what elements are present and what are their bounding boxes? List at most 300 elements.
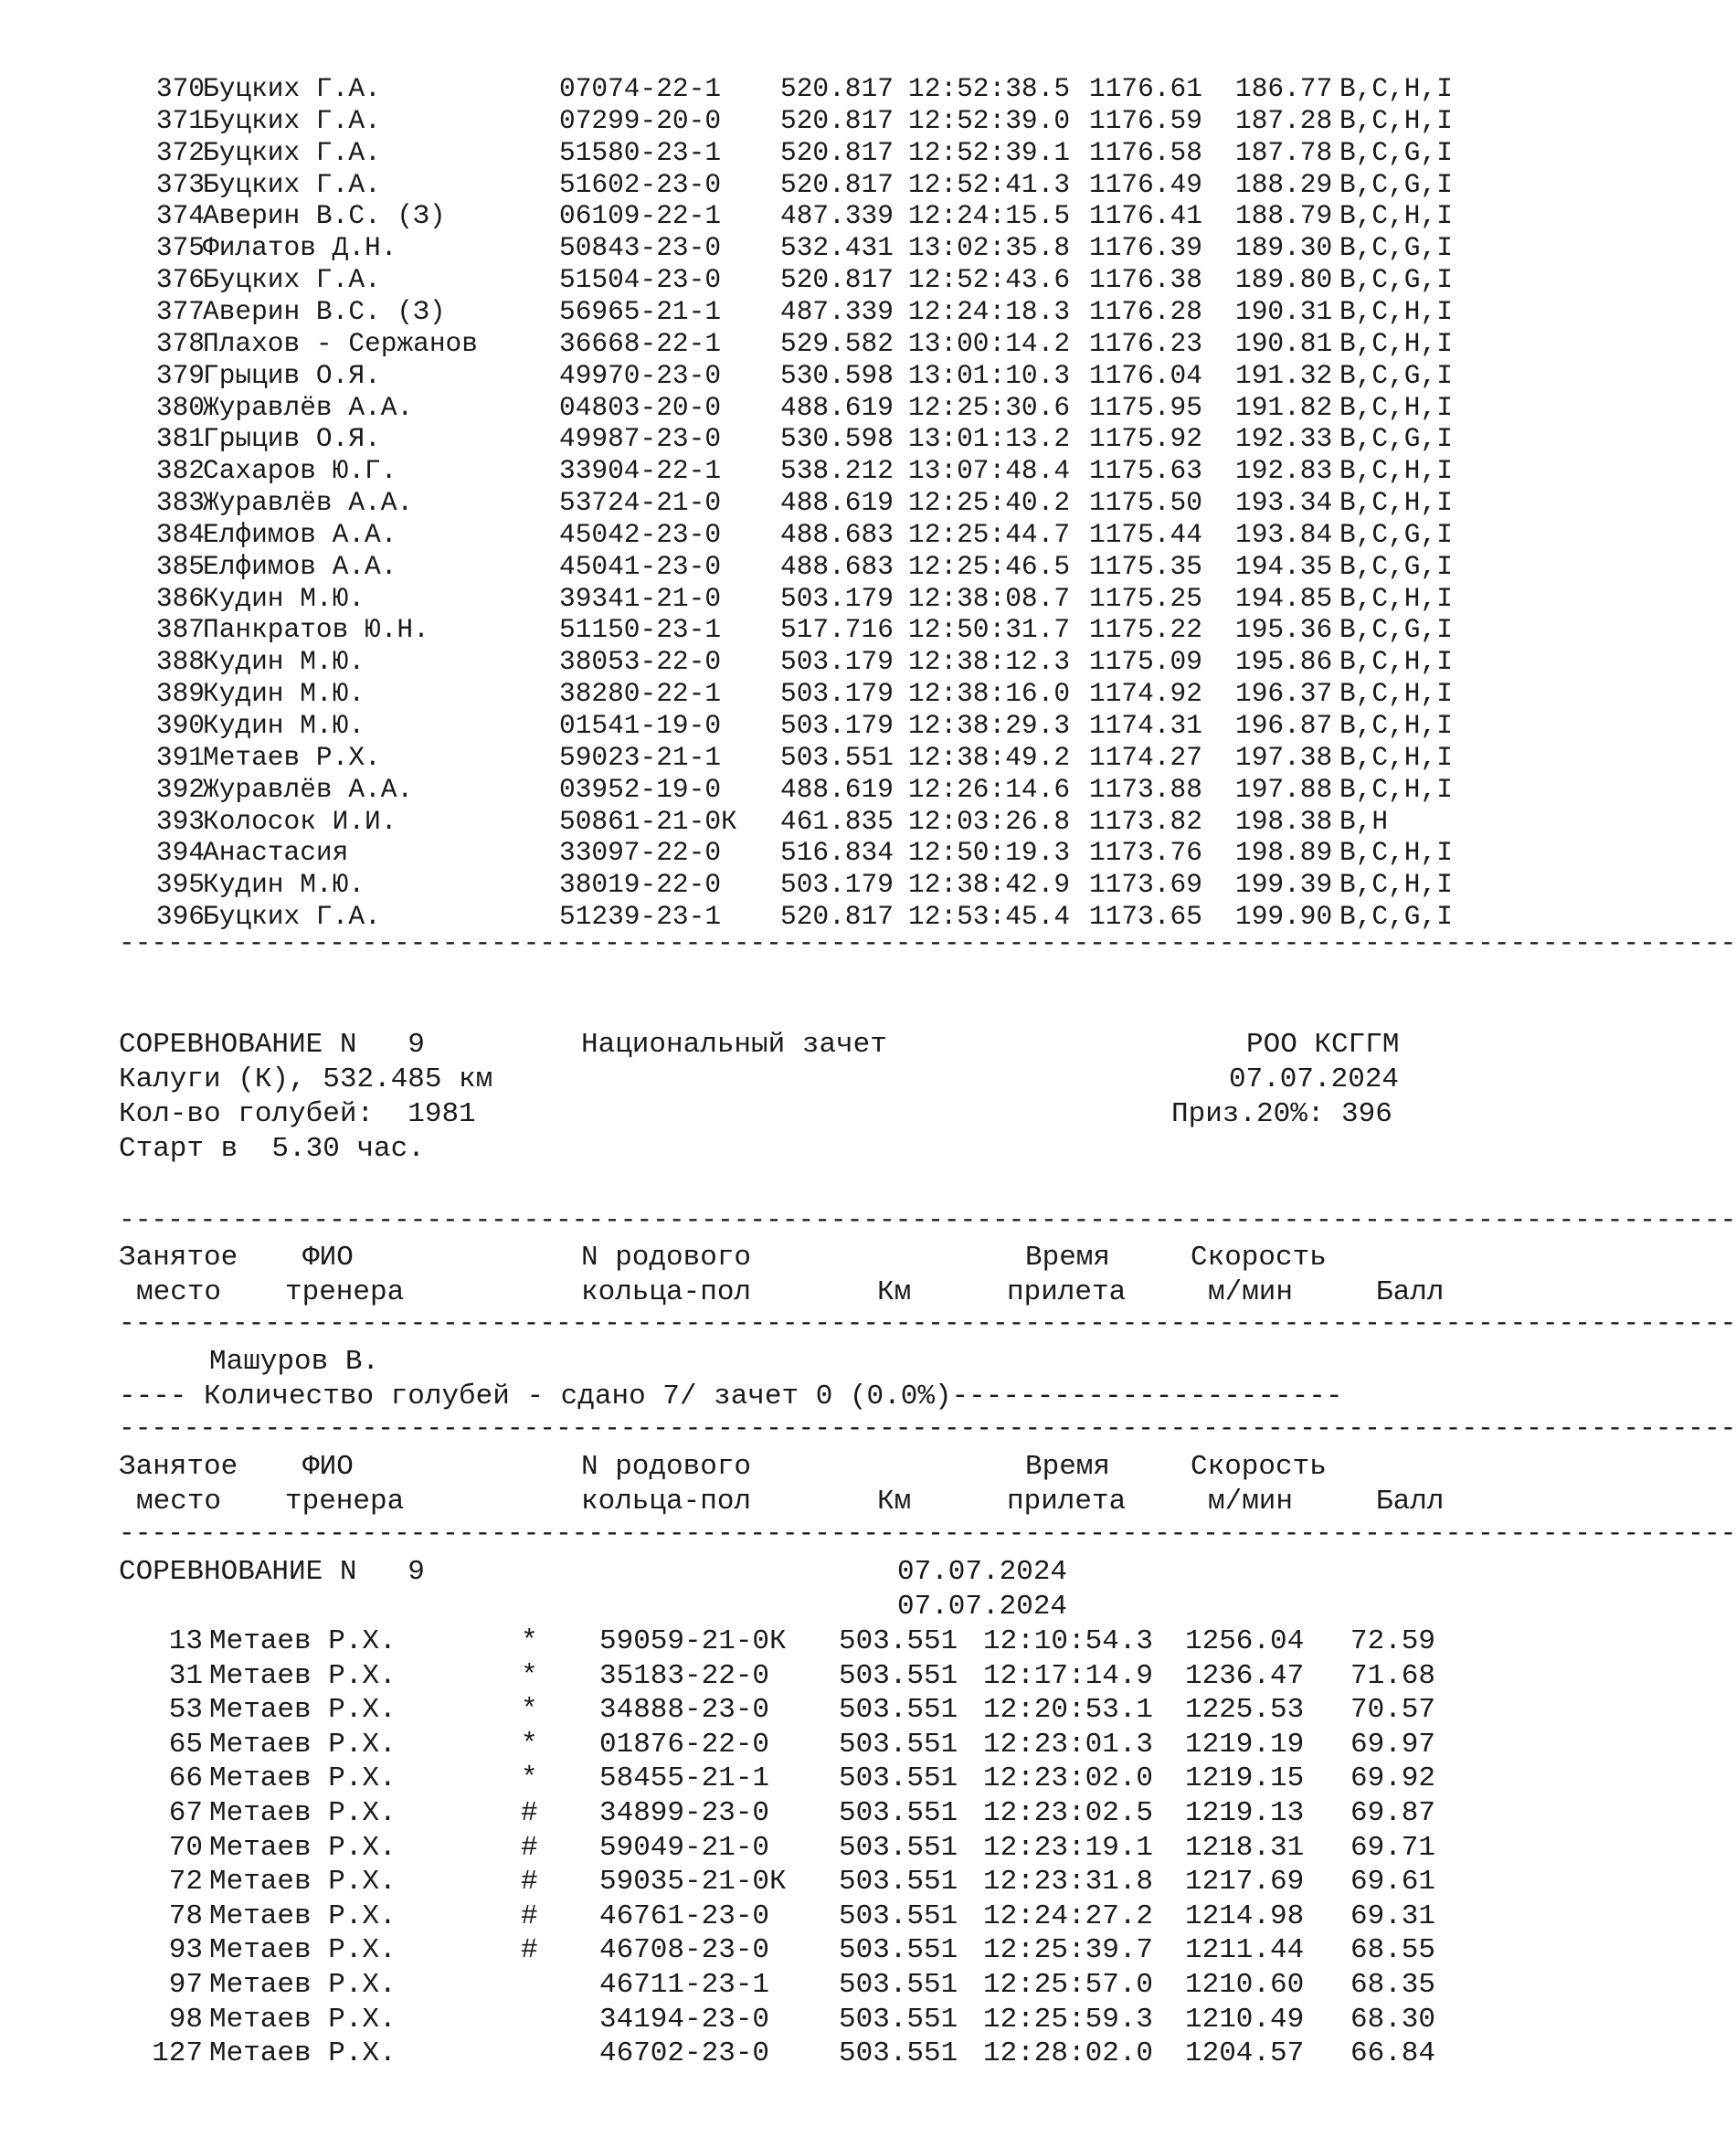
cell-name: Грыцив О.Я. xyxy=(203,359,381,391)
cell-name: Метаев Р.Х. xyxy=(209,2037,397,2070)
cell-name: Журавлёв А.А. xyxy=(203,487,414,519)
table-row xyxy=(0,2003,1511,2035)
cell-km: 503.551 xyxy=(839,1728,958,1761)
cell-ring: 34194-23-0 xyxy=(599,2003,770,2036)
cell-speed: 1175.25 xyxy=(1089,582,1202,614)
cell-ring: 35183-22-0 xyxy=(599,1659,770,1692)
cell-name: Плахов - Сержанов xyxy=(203,327,478,359)
cell-place: 389 xyxy=(155,678,205,710)
cell-place: 371 xyxy=(155,104,205,136)
table-row xyxy=(0,583,1511,615)
cell-place: 127 xyxy=(152,2037,203,2070)
cell-time: 12:24:15.5 xyxy=(908,200,1071,232)
cell-name: Сахаров Ю.Г. xyxy=(203,455,397,487)
col-ring: N родового xyxy=(581,1242,752,1274)
cell-speed: 1175.35 xyxy=(1089,550,1202,582)
table-row xyxy=(0,837,1511,869)
table-row xyxy=(0,137,1511,169)
cell-ring: 56965-21-1 xyxy=(559,295,722,327)
cell-name: Буцких Г.А. xyxy=(203,136,381,168)
cell-speed: 1219.13 xyxy=(1185,1797,1305,1829)
cell-name: Панкратов Ю.Н. xyxy=(203,614,429,646)
table-row xyxy=(0,1831,1511,1863)
cell-score: 68.55 xyxy=(1350,1934,1436,1967)
table-row xyxy=(0,1693,1511,1725)
cell-km: 529.582 xyxy=(780,327,894,359)
cell-km: 503.551 xyxy=(839,1866,958,1899)
cell-name: Метаев Р.Х. xyxy=(209,1728,397,1761)
cell-time: 12:23:02.5 xyxy=(983,1797,1154,1829)
cell-time: 12:26:14.6 xyxy=(908,773,1071,805)
table-row xyxy=(0,328,1511,360)
cell-mark: # xyxy=(521,1866,538,1899)
table-row xyxy=(0,105,1511,137)
cell-time: 13:07:48.4 xyxy=(908,455,1071,487)
table-row xyxy=(0,169,1511,201)
col-time: прилета xyxy=(1007,1486,1127,1518)
table-row xyxy=(0,487,1511,519)
cell-name: Кудин М.Ю. xyxy=(203,646,365,678)
cell-score: 70.57 xyxy=(1350,1694,1436,1727)
cell-name: Аверин В.С. (З) xyxy=(203,200,446,232)
cell-speed: 1176.39 xyxy=(1089,232,1202,264)
cell-km: 503.551 xyxy=(839,1762,958,1795)
cell-name: Метаев Р.Х. xyxy=(209,1659,397,1692)
table-row xyxy=(0,423,1511,455)
cell-time: 12:23:19.1 xyxy=(983,1831,1154,1864)
table-row xyxy=(0,1968,1511,2000)
table-row xyxy=(0,1933,1511,1965)
cell-score: 69.87 xyxy=(1350,1797,1436,1829)
table-row xyxy=(0,232,1511,264)
cell-score: 195.36 xyxy=(1235,614,1333,646)
cell-time: 12:25:59.3 xyxy=(983,2003,1154,2036)
cell-speed: 1173.82 xyxy=(1089,805,1202,837)
cell-place: 388 xyxy=(155,646,205,678)
cell-name: Метаев Р.Х. xyxy=(209,1969,397,2001)
cell-time: 12:20:53.1 xyxy=(983,1694,1154,1727)
cell-ring: 34899-23-0 xyxy=(599,1797,770,1829)
cell-ring: 03952-19-0 xyxy=(559,773,722,805)
cell-place: 379 xyxy=(155,359,205,391)
cell-place: 380 xyxy=(155,391,205,423)
cell-speed: 1175.95 xyxy=(1089,391,1202,423)
cell-time: 13:00:14.2 xyxy=(908,327,1071,359)
cell-speed: 1211.44 xyxy=(1185,1934,1305,1967)
cell-mark: * xyxy=(521,1762,538,1795)
cell-speed: 1217.69 xyxy=(1185,1866,1305,1899)
cell-score: 193.84 xyxy=(1235,518,1333,550)
cell-time: 13:02:35.8 xyxy=(908,232,1071,264)
section-competition: СОРЕВНОВАНИЕ N 9 xyxy=(119,1556,425,1588)
cell-speed: 1175.50 xyxy=(1089,487,1202,519)
cell-flags: B,C,G,I xyxy=(1339,264,1453,296)
col-score: Балл xyxy=(1376,1486,1445,1518)
cell-name: Буцких Г.А. xyxy=(203,264,381,296)
col-time: прилета xyxy=(1007,1276,1127,1308)
cell-name: Аверин В.С. (З) xyxy=(203,295,446,327)
cell-place: 374 xyxy=(155,200,205,232)
cell-score: 190.31 xyxy=(1235,295,1333,327)
cell-ring: 51239-23-1 xyxy=(559,901,722,933)
pigeon-count: Кол-во голубей: 1981 xyxy=(119,1098,476,1130)
col-place: место xyxy=(136,1486,222,1518)
cell-speed: 1176.28 xyxy=(1089,295,1202,327)
cell-name: Метаев Р.Х. xyxy=(209,1899,397,1932)
cell-score: 66.84 xyxy=(1350,2037,1436,2070)
cell-speed: 1176.23 xyxy=(1089,327,1202,359)
cell-score: 69.71 xyxy=(1350,1831,1436,1864)
cell-name: Буцких Г.А. xyxy=(203,901,381,933)
cell-flags: B,C,G,I xyxy=(1339,423,1453,455)
cell-score: 68.30 xyxy=(1350,2003,1436,2036)
cell-time: 12:52:43.6 xyxy=(908,264,1071,296)
cell-time: 12:50:31.7 xyxy=(908,614,1071,646)
cell-km: 520.817 xyxy=(780,901,894,933)
cell-score: 189.80 xyxy=(1235,264,1333,296)
cell-place: 13 xyxy=(168,1625,203,1657)
cell-place: 378 xyxy=(155,327,205,359)
cell-place: 97 xyxy=(168,1969,203,2001)
cell-name: Буцких Г.А. xyxy=(203,73,381,104)
cell-flags: B,C,H,I xyxy=(1339,104,1453,136)
col-name: ФИО xyxy=(302,1242,354,1274)
cell-km: 530.598 xyxy=(780,359,894,391)
cell-time: 12:25:39.7 xyxy=(983,1934,1154,1967)
cell-name: Буцких Г.А. xyxy=(203,168,381,200)
cell-km: 461.835 xyxy=(780,805,894,837)
cell-ring: 51580-23-1 xyxy=(559,136,722,168)
cell-flags: B,C,G,I xyxy=(1339,232,1453,264)
cell-time: 12:50:19.3 xyxy=(908,837,1071,869)
cell-km: 503.551 xyxy=(839,1899,958,1932)
cell-time: 12:38:12.3 xyxy=(908,646,1071,678)
cell-km: 503.551 xyxy=(839,2003,958,2036)
cell-name: Метаев Р.Х. xyxy=(209,2003,397,2036)
cell-flags: B,C,H,I xyxy=(1339,327,1453,359)
cell-place: 370 xyxy=(155,73,205,104)
cell-place: 65 xyxy=(168,1728,203,1761)
cell-speed: 1176.49 xyxy=(1089,168,1202,200)
cell-score: 197.88 xyxy=(1235,773,1333,805)
cell-time: 12:23:31.8 xyxy=(983,1866,1154,1899)
cell-score: 193.34 xyxy=(1235,487,1333,519)
cell-ring: 49987-23-0 xyxy=(559,423,722,455)
cell-score: 69.31 xyxy=(1350,1899,1436,1932)
cell-flags: B,C,H,I xyxy=(1339,710,1453,741)
cell-place: 387 xyxy=(155,614,205,646)
cell-km: 503.179 xyxy=(780,869,894,901)
cell-place: 93 xyxy=(168,1934,203,1967)
organization: РОО КСГГМ xyxy=(1246,1029,1400,1061)
cell-place: 78 xyxy=(168,1899,203,1932)
section-date: 07.07.2024 xyxy=(897,1591,1068,1623)
col-place: место xyxy=(136,1276,222,1308)
cell-speed: 1173.65 xyxy=(1089,901,1202,933)
cell-place: 390 xyxy=(155,710,205,741)
cell-place: 381 xyxy=(155,423,205,455)
col-ring: N родового xyxy=(581,1451,752,1483)
cell-score: 71.68 xyxy=(1350,1659,1436,1692)
col-place: Занятое xyxy=(119,1242,238,1274)
table-row xyxy=(0,2036,1511,2068)
cell-ring: 34888-23-0 xyxy=(599,1694,770,1727)
cell-km: 503.551 xyxy=(839,1831,958,1864)
table-row xyxy=(0,710,1511,742)
fancier-summary: ---- Количество голубей - сдано 7/ зачет 0 (0.0%)----------------------- xyxy=(119,1381,1343,1412)
cell-km: 520.817 xyxy=(780,168,894,200)
cell-km: 538.212 xyxy=(780,455,894,487)
cell-km: 503.551 xyxy=(839,1659,958,1692)
cell-name: Филатов Д.Н. xyxy=(203,232,397,264)
cell-score: 197.38 xyxy=(1235,741,1333,773)
table-row xyxy=(0,614,1511,646)
cell-flags: B,H xyxy=(1339,805,1389,837)
table-row xyxy=(0,774,1511,806)
cell-speed: 1176.59 xyxy=(1089,104,1202,136)
cell-speed: 1175.92 xyxy=(1089,423,1202,455)
table-row xyxy=(0,742,1511,774)
cell-name: Метаев Р.Х. xyxy=(203,741,381,773)
cell-speed: 1175.22 xyxy=(1089,614,1202,646)
cell-speed: 1236.47 xyxy=(1185,1659,1305,1692)
cell-name: Елфимов А.А. xyxy=(203,550,397,582)
cell-place: 72 xyxy=(168,1866,203,1899)
cell-score: 194.35 xyxy=(1235,550,1333,582)
cell-flags: B,C,H,I xyxy=(1339,391,1453,423)
cell-ring: 46711-23-1 xyxy=(599,1969,770,2001)
table-row xyxy=(0,1761,1511,1793)
table-row xyxy=(0,1865,1511,1897)
col-speed: Скорость xyxy=(1191,1451,1327,1483)
cell-km: 503.551 xyxy=(839,1797,958,1829)
divider: ---------------------------------------------------------------------------------------------------- xyxy=(119,1518,1736,1549)
table-row xyxy=(0,1728,1511,1760)
cell-ring: 07074-22-1 xyxy=(559,73,722,104)
col-km: Км xyxy=(877,1276,912,1308)
cell-place: 391 xyxy=(155,741,205,773)
competition-date: 07.07.2024 xyxy=(1229,1063,1400,1095)
cell-km: 487.339 xyxy=(780,295,894,327)
cell-score: 199.90 xyxy=(1235,901,1333,933)
cell-km: 503.551 xyxy=(839,1934,958,1967)
cell-place: 377 xyxy=(155,295,205,327)
cell-ring: 59059-21-0К xyxy=(599,1625,787,1657)
table-row xyxy=(0,264,1511,296)
cell-time: 12:38:42.9 xyxy=(908,869,1071,901)
cell-score: 198.89 xyxy=(1235,837,1333,869)
cell-time: 12:24:27.2 xyxy=(983,1899,1154,1932)
table-row xyxy=(0,519,1511,551)
cell-ring: 46702-23-0 xyxy=(599,2037,770,2070)
cell-ring: 01876-22-0 xyxy=(599,1728,770,1761)
table-row xyxy=(0,1659,1511,1691)
start-time: Старт в 5.30 час. xyxy=(119,1133,425,1165)
cell-score: 187.78 xyxy=(1235,136,1333,168)
cell-km: 503.551 xyxy=(780,741,894,773)
cell-mark: # xyxy=(521,1934,538,1967)
cell-place: 98 xyxy=(168,2003,203,2036)
cell-km: 516.834 xyxy=(780,837,894,869)
table-row xyxy=(0,551,1511,583)
cell-flags: B,C,H,I xyxy=(1339,837,1453,869)
cell-score: 189.30 xyxy=(1235,232,1333,264)
cell-ring: 33904-22-1 xyxy=(559,455,722,487)
cell-speed: 1256.04 xyxy=(1185,1625,1305,1657)
cell-ring: 38019-22-0 xyxy=(559,869,722,901)
cell-score: 196.37 xyxy=(1235,678,1333,710)
cell-km: 488.619 xyxy=(780,773,894,805)
cell-score: 69.92 xyxy=(1350,1762,1436,1795)
cell-km: 520.817 xyxy=(780,73,894,104)
cell-name: Кудин М.Ю. xyxy=(203,678,365,710)
cell-km: 488.683 xyxy=(780,518,894,550)
cell-ring: 46708-23-0 xyxy=(599,1934,770,1967)
table-row xyxy=(0,200,1511,232)
divider: ---------------------------------------------------------------------------------------------------- xyxy=(119,927,1736,958)
col-name: ФИО xyxy=(302,1451,354,1483)
prize-info: Приз.20%: 396 xyxy=(1171,1098,1392,1130)
cell-score: 190.81 xyxy=(1235,327,1333,359)
col-speed: Скорость xyxy=(1191,1242,1327,1274)
cell-ring: 59023-21-1 xyxy=(559,741,722,773)
cell-time: 12:25:44.7 xyxy=(908,518,1071,550)
col-ring: кольца-пол xyxy=(581,1486,752,1518)
cell-place: 385 xyxy=(155,550,205,582)
cell-flags: B,C,G,I xyxy=(1339,168,1453,200)
cell-flags: B,C,H,I xyxy=(1339,455,1453,487)
cell-name: Кудин М.Ю. xyxy=(203,582,365,614)
cell-km: 503.551 xyxy=(839,2037,958,2070)
cell-speed: 1210.60 xyxy=(1185,1969,1305,2001)
cell-score: 192.83 xyxy=(1235,455,1333,487)
cell-time: 13:01:13.2 xyxy=(908,423,1071,455)
cell-ring: 49970-23-0 xyxy=(559,359,722,391)
cell-flags: B,C,H,I xyxy=(1339,678,1453,710)
cell-mark: * xyxy=(521,1625,538,1657)
cell-ring: 07299-20-0 xyxy=(559,104,722,136)
cell-place: 394 xyxy=(155,837,205,869)
cell-flags: B,C,H,I xyxy=(1339,869,1453,901)
divider: ---------------------------------------------------------------------------------------------------- xyxy=(119,1204,1736,1235)
cell-flags: B,C,H,I xyxy=(1339,295,1453,327)
cell-km: 520.817 xyxy=(780,264,894,296)
cell-name: Кудин М.Ю. xyxy=(203,869,365,901)
col-name: тренера xyxy=(285,1276,405,1308)
cell-speed: 1174.92 xyxy=(1089,678,1202,710)
table-row xyxy=(0,869,1511,901)
cell-speed: 1176.61 xyxy=(1089,73,1202,104)
cell-score: 191.82 xyxy=(1235,391,1333,423)
cell-name: Метаев Р.Х. xyxy=(209,1762,397,1795)
cell-name: Журавлёв А.А. xyxy=(203,773,414,805)
cell-flags: B,C,H,I xyxy=(1339,741,1453,773)
cell-time: 12:52:38.5 xyxy=(908,73,1071,104)
cell-time: 12:38:08.7 xyxy=(908,582,1071,614)
cell-time: 12:25:40.2 xyxy=(908,487,1071,519)
cell-score: 69.61 xyxy=(1350,1866,1436,1899)
col-km: Км xyxy=(877,1486,912,1518)
table-row xyxy=(0,392,1511,424)
cell-name: Метаев Р.Х. xyxy=(209,1831,397,1864)
cell-name: Метаев Р.Х. xyxy=(209,1625,397,1657)
table-row xyxy=(0,73,1511,105)
cell-score: 69.97 xyxy=(1350,1728,1436,1761)
cell-ring: 38053-22-0 xyxy=(559,646,722,678)
cell-time: 12:38:29.3 xyxy=(908,710,1071,741)
cell-score: 68.35 xyxy=(1350,1969,1436,2001)
cell-speed: 1210.49 xyxy=(1185,2003,1305,2036)
cell-km: 488.683 xyxy=(780,550,894,582)
cell-flags: B,C,G,I xyxy=(1339,518,1453,550)
cell-km: 503.551 xyxy=(839,1694,958,1727)
cell-km: 503.179 xyxy=(780,678,894,710)
cell-name: Буцких Г.А. xyxy=(203,104,381,136)
cell-name: Журавлёв А.А. xyxy=(203,391,414,423)
cell-km: 488.619 xyxy=(780,487,894,519)
cell-ring: 59035-21-0К xyxy=(599,1866,787,1899)
cell-speed: 1176.58 xyxy=(1089,136,1202,168)
table-row xyxy=(0,1624,1511,1656)
cell-flags: B,C,H,I xyxy=(1339,582,1453,614)
cell-score: 198.38 xyxy=(1235,805,1333,837)
cell-km: 487.339 xyxy=(780,200,894,232)
release-point: Калуги (К), 532.485 км xyxy=(119,1063,493,1095)
col-time: Время xyxy=(1025,1242,1111,1274)
col-name: тренера xyxy=(285,1486,405,1518)
cell-km: 503.179 xyxy=(780,710,894,741)
cell-name: Метаев Р.Х. xyxy=(209,1797,397,1829)
cell-flags: B,C,H,I xyxy=(1339,646,1453,678)
cell-km: 503.551 xyxy=(839,1969,958,2001)
cell-time: 12:28:02.0 xyxy=(983,2037,1154,2070)
cell-ring: 51602-23-0 xyxy=(559,168,722,200)
cell-time: 12:25:46.5 xyxy=(908,550,1071,582)
fancier-name: Машуров В. xyxy=(209,1346,380,1378)
cell-flags: B,C,H,I xyxy=(1339,200,1453,232)
cell-speed: 1176.38 xyxy=(1089,264,1202,296)
cell-ring: 45041-23-0 xyxy=(559,550,722,582)
cell-speed: 1219.15 xyxy=(1185,1762,1305,1795)
cell-km: 532.431 xyxy=(780,232,894,264)
cell-ring: 06109-22-1 xyxy=(559,200,722,232)
cell-score: 191.32 xyxy=(1235,359,1333,391)
cell-ring: 33097-22-0 xyxy=(559,837,722,869)
cell-speed: 1174.27 xyxy=(1089,741,1202,773)
cell-place: 386 xyxy=(155,582,205,614)
cell-ring: 53724-21-0 xyxy=(559,487,722,519)
cell-place: 384 xyxy=(155,518,205,550)
cell-time: 12:25:57.0 xyxy=(983,1969,1154,2001)
cell-speed: 1225.53 xyxy=(1185,1694,1305,1727)
cell-score: 195.86 xyxy=(1235,646,1333,678)
cell-place: 66 xyxy=(168,1762,203,1795)
cell-speed: 1214.98 xyxy=(1185,1899,1305,1932)
cell-place: 395 xyxy=(155,869,205,901)
cell-km: 503.179 xyxy=(780,646,894,678)
cell-speed: 1175.44 xyxy=(1089,518,1202,550)
cell-name: Метаев Р.Х. xyxy=(209,1694,397,1727)
cell-time: 12:23:01.3 xyxy=(983,1728,1154,1761)
cell-place: 382 xyxy=(155,455,205,487)
cell-time: 12:38:16.0 xyxy=(908,678,1071,710)
cell-score: 72.59 xyxy=(1350,1625,1436,1657)
cell-place: 67 xyxy=(168,1797,203,1829)
cell-mark: * xyxy=(521,1728,538,1761)
cell-score: 188.29 xyxy=(1235,168,1333,200)
cell-ring: 51504-23-0 xyxy=(559,264,722,296)
cell-score: 187.28 xyxy=(1235,104,1333,136)
